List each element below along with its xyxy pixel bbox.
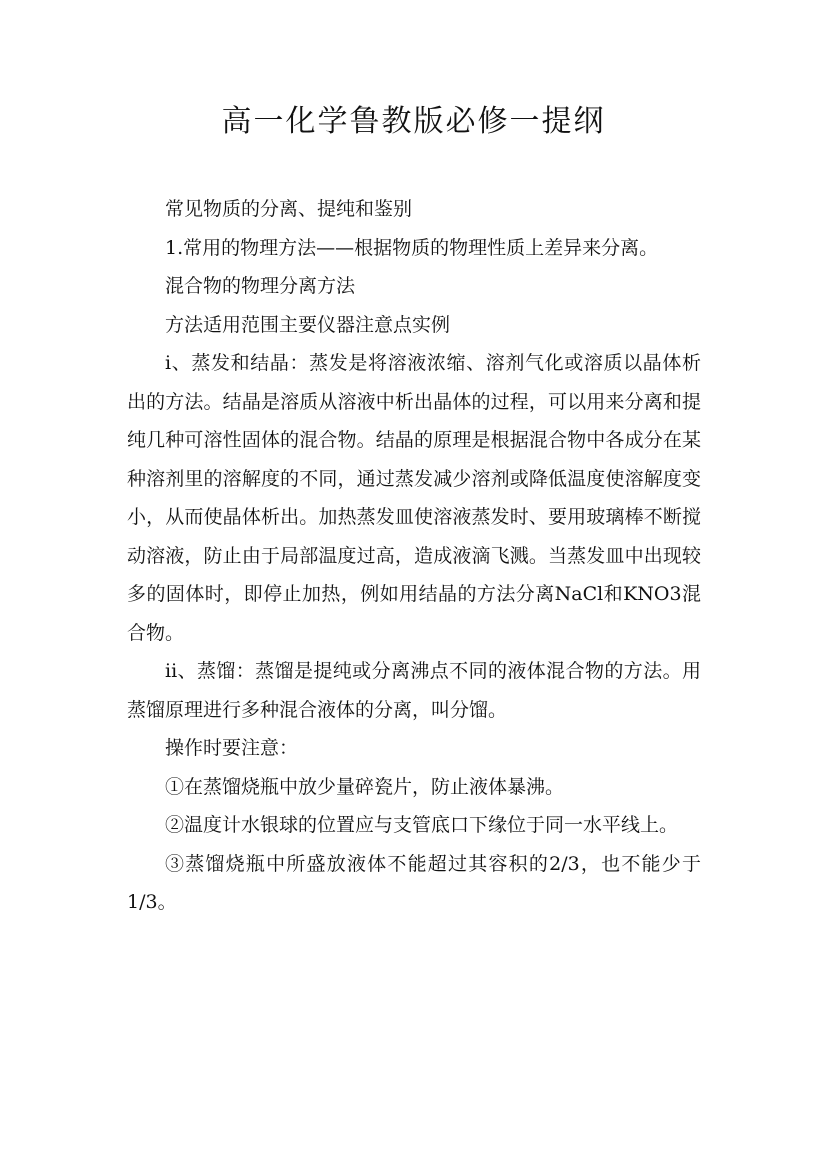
paragraph-section-heading: 常见物质的分离、提纯和鉴别 <box>165 198 413 220</box>
paragraph-note-1: ①在蒸馏烧瓶中放少量碎瓷片，防止液体暴沸。 <box>165 775 565 798</box>
paragraph-physical-methods: 1.常用的物理方法——根据物质的物理性质上差异来分离。 <box>165 236 659 259</box>
paragraph-distillation: ii、蒸馏：蒸馏是提纯或分离沸点不同的液体混合物的方法。用蒸馏原理进行多种混合液体的分离，叫分馏。 <box>127 660 701 721</box>
paragraph-notes-heading: 操作时要注意： <box>165 737 299 759</box>
paragraph-note-3: ③蒸馏烧瓶中所盛放液体不能超过其容积的2/3，也不能少于1/3。 <box>127 852 701 913</box>
paragraph-note-2: ②温度计水银球的位置应与支管底口下缘位于同一水平线上。 <box>165 814 679 836</box>
document-title: 高一化学鲁教版必修一提纲 <box>221 104 606 139</box>
paragraph-table-header: 方法适用范围主要仪器注意点实例 <box>165 313 451 336</box>
paragraph-mixture-separation: 混合物的物理分离方法 <box>165 275 356 297</box>
paragraph-evaporation: i、蒸发和结晶：蒸发是将溶液浓缩、溶剂气化或溶质以晶体析出的方法。结晶是溶质从溶液中析出晶体的过程，可以用来分离和提纯几种可溶性固体的混合物。结晶的原理是根据混合物中各成分在某种溶剂里的溶解度的不同，通过蒸发减少溶剂或降低温度使溶解度变小，从而使晶体析出。加热蒸发皿使溶液蒸发时、要用玻璃棒不断搅动溶液，防止由于局部温度过高，造成液滴飞溅。当蒸发皿中出现较多的固体时，即停止加热，例如用结晶的方法分离NaCl和KNO3混合物。 <box>127 352 701 644</box>
document-body <box>127 190 701 922</box>
